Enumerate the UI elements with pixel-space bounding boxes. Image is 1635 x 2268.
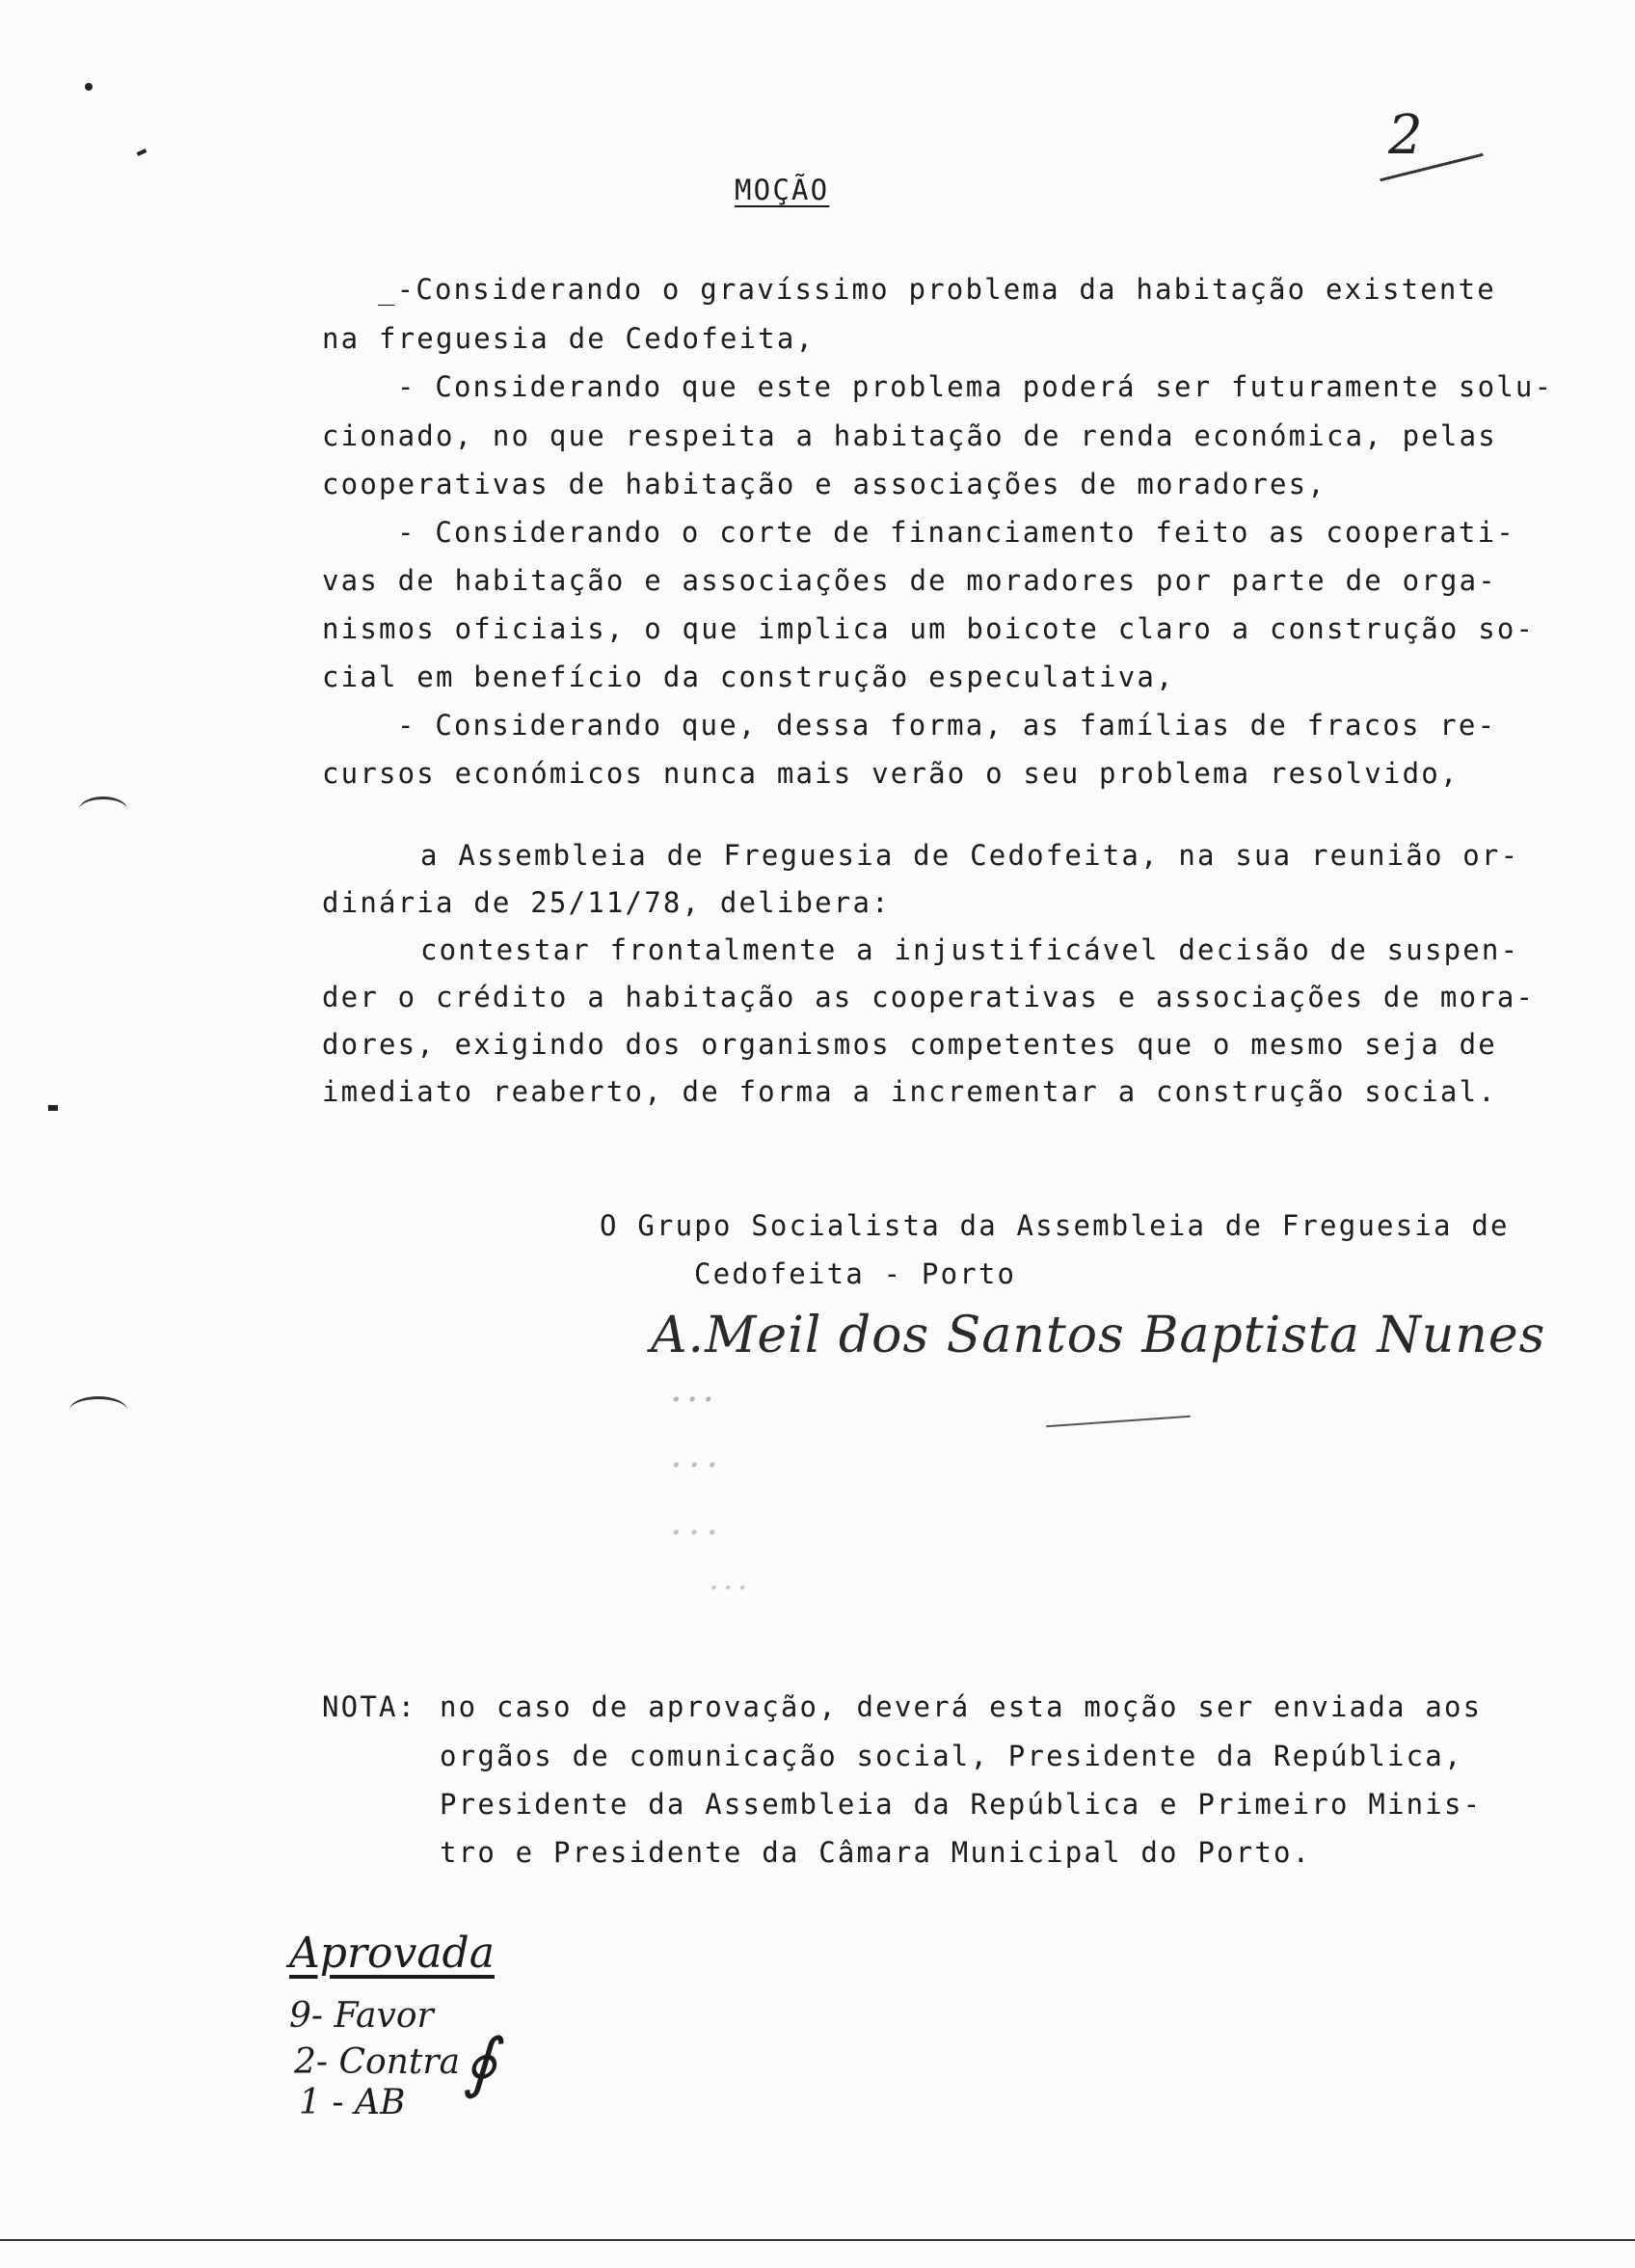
body-line: nismos oficiais, o que implica um boicote claro a construção so- (322, 612, 1536, 645)
signatures-block (651, 1307, 1546, 1625)
signature-faint: ... (670, 1366, 719, 1411)
note-line: orgãos de comunicação social, Presidente da República, (440, 1740, 1463, 1772)
body-line: vas de habitação e associações de moradores por parte de orga- (322, 564, 1497, 597)
body-line: cial em benefício da construção especulativa, (322, 661, 1175, 693)
signature-faint: ... (670, 1499, 725, 1544)
body-line: - Considerando que este problema poderá ser futuramente solu- (397, 370, 1554, 403)
approval-annotation (289, 1929, 617, 2141)
signatory-line: Cedofeita - Porto (694, 1257, 1017, 1290)
votes-contra: 2- Contra (294, 2042, 461, 2082)
resolution-line: der o crédito a habitação as cooperativas e associações de mora- (322, 981, 1536, 1013)
note-line: tro e Presidente da Câmara Municipal do Porto. (440, 1836, 1312, 1869)
document-title: MOÇÃO (735, 174, 830, 206)
resolution-line: dores, exigindo dos organismos competentes que o mesmo seja de (322, 1028, 1497, 1061)
signature-faint: ... (709, 1559, 752, 1598)
scan-mark (48, 1105, 58, 1111)
resolution-line: a Assembleia de Freguesia de Cedofeita, na sua reunião or- (420, 839, 1520, 872)
votes-abstention: 1 - AB (299, 2083, 406, 2122)
votes-favor: 9- Favor (289, 1996, 434, 2036)
body-line: cooperativas de habitação e associações de moradores, (322, 468, 1327, 500)
hole-punch-mark (69, 1396, 127, 1424)
hole-punch-mark (79, 796, 127, 823)
scan-mark (137, 148, 147, 156)
body-line: cionado, no que respeita a habitação de renda económica, pelas (322, 419, 1497, 452)
approval-status: Aprovada (289, 1929, 495, 1978)
approval-signature-mark: ∮ (463, 2025, 497, 2101)
bottom-edge-line (0, 2239, 1635, 2241)
signatory-line: O Grupo Socialista da Assembleia de Freguesia de (600, 1209, 1510, 1242)
signature-faint: ... (670, 1432, 725, 1476)
note-line: Presidente da Assembleia da República e Primeiro Minis- (440, 1788, 1483, 1821)
scan-dot (85, 83, 93, 91)
body-line: cursos económicos nunca mais verão o seu problema resolvido, (322, 757, 1460, 790)
page-number: 2 (1388, 104, 1423, 167)
resolution-line: contestar frontalmente a injustificável decisão de suspen- (420, 933, 1520, 966)
note-label: NOTA: (322, 1690, 417, 1723)
signature-stroke (1046, 1416, 1191, 1427)
signature: A.Meil dos Santos Baptista Nunes (651, 1307, 1546, 1364)
body-line: na freguesia de Cedofeita, (322, 322, 816, 355)
body-line: _-Considerando o gravíssimo problema da habitação existente (378, 273, 1496, 306)
note-line: no caso de aprovação, deverá esta moção ser enviada aos (440, 1690, 1483, 1723)
body-line: - Considerando que, dessa forma, as famílias de fracos re- (397, 709, 1497, 742)
resolution-line: imediato reaberto, de forma a incrementar a construção social. (322, 1075, 1497, 1108)
body-line: - Considerando o corte de financiamento feito as cooperati- (397, 516, 1515, 549)
resolution-line: dinária de 25/11/78, delibera: (322, 886, 891, 919)
